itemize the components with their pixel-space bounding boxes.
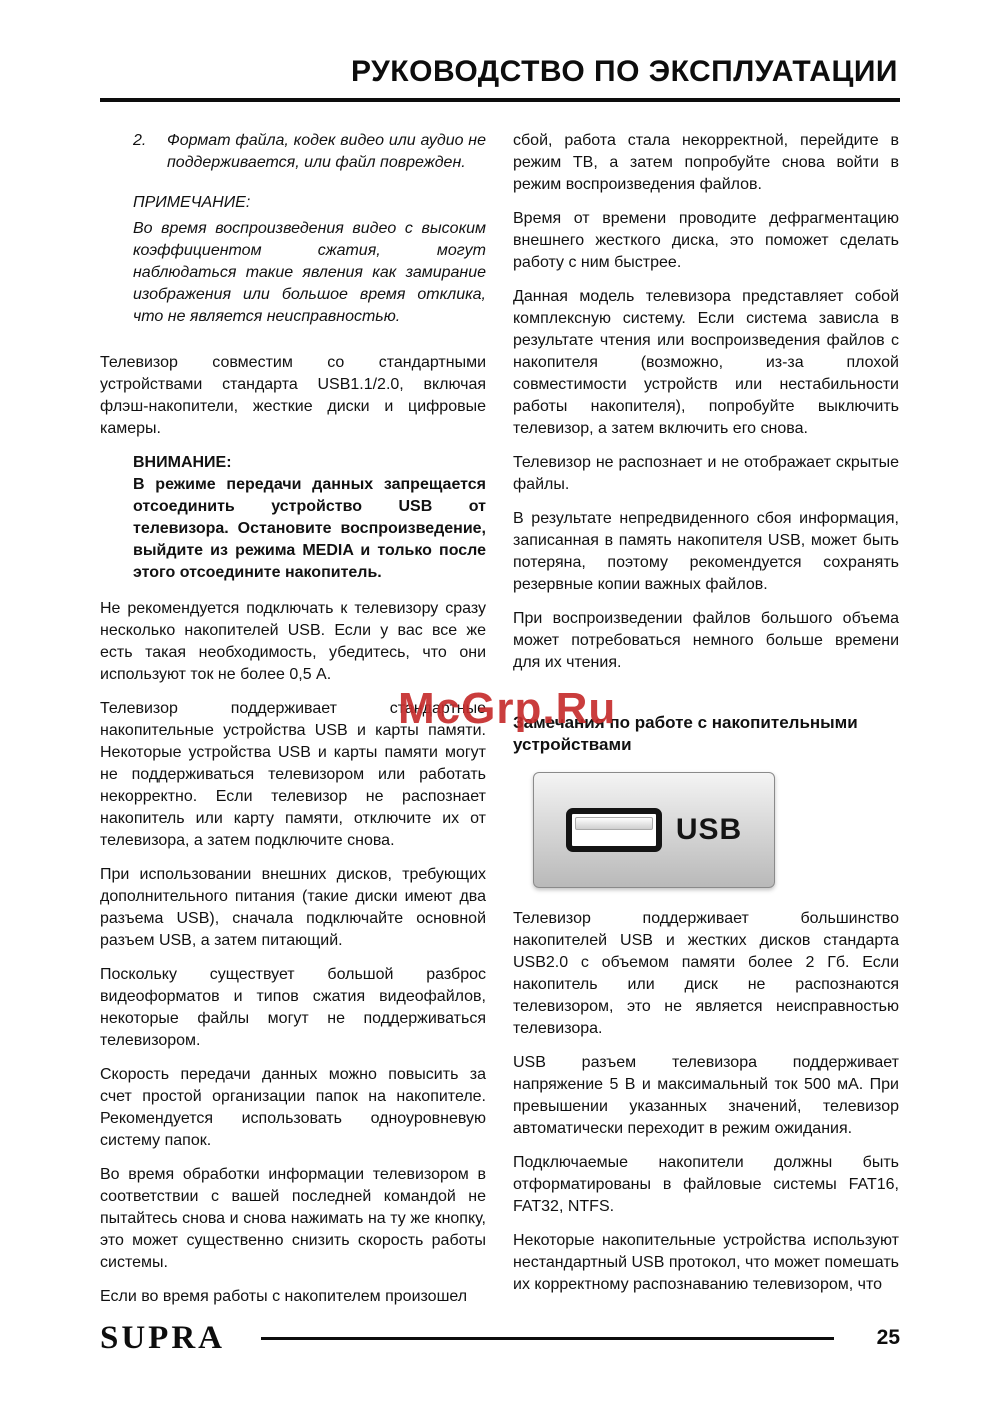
note-text: Во время воспроизведения видео с высоким коэффициентом сжатия, могут наблюдаться такие явления как замирание изображения или большое время отклика, что не является неисправностью. [133,220,486,325]
page-number: 25 [876,1326,900,1349]
page-header [100,55,900,102]
paragraph: При использовании внешних дисков, требующих дополнительного питания (такие диски имеют два разъема USB), сначала подключайте основной разъем USB, а затем питающий. [100,866,486,949]
list-item-number: 2. [133,132,147,149]
paragraph: Телевизор поддерживает большинство накопителей USB и жестких дисков стандарта USB2.0 с объемом памяти более 2 Гб. Если накопитель или диск не распознаются телевизором, это не является неисправностью телевизора. [513,910,899,1037]
two-column-body [100,130,900,1320]
note-label: ПРИМЕЧАНИЕ: [133,194,251,211]
page-title: РУКОВОДСТВО ПО ЭКСПЛУАТАЦИИ [351,55,898,88]
page-footer [100,1318,900,1358]
paragraph: Подключаемые накопители должны быть отформатированы в файловые системы FAT16, FAT32, NTFS. [513,1154,899,1215]
numbered-list-item [133,130,486,174]
paragraph: Если во время работы с накопителем произошел [100,1288,468,1305]
paragraph: сбой, работа стала некорректной, перейдите в режим ТВ, а затем попробуйте снова войти в режим воспроизведения файлов. [513,132,899,193]
section-heading: Замечания по работе с накопительными устройствами [513,713,858,754]
usb-figure-label: USB [675,813,743,846]
site-watermark: McGrp.Ru [398,684,617,733]
warning-block [133,452,486,584]
paragraph: Не рекомендуется подключать к телевизору сразу несколько накопителей USB. Если у вас все же есть такая необходимость, убедитесь, что они используют ток не более 0,5 А. [100,600,486,683]
title-rule [100,98,900,102]
usb-port-tongue [575,817,653,830]
paragraph: Телевизор поддерживает стандартные накопительные устройства USB и карты памяти. Некоторые устройства USB и карты памяти могут не поддерживаться телевизором или работать некорректно. Если телевизор не распознает накопитель или карту памяти, отключите их от телевизора, а затем подключите снова. [100,700,486,849]
usb-port-icon [566,808,662,852]
paragraph: Поскольку существует большой разброс видеоформатов и типов сжатия видеофайлов, некоторые файлы могут не поддерживаться телевизором. [100,966,486,1049]
footer-rule [261,1337,834,1340]
paragraph: В результате непредвиденного сбоя информация, записанная в память накопителя USB, может быть потеряна, поэтому рекомендуется сохранять резервные копии важных файлов. [513,510,899,593]
left-column [100,130,486,1320]
note-block [133,192,486,328]
list-item-text: Формат файла, кодек видео или аудио не поддерживается, или файл поврежден. [167,132,486,171]
right-column [513,130,899,1320]
usb-port-figure [533,772,775,888]
paragraph: USB разъем телевизора поддерживает напряжение 5 В и максимальный ток 500 мА. При превышении указанных значений, телевизор автоматически переходит в режим ожидания. [513,1054,899,1137]
paragraph: Во время обработки информации телевизором в соответствии с вашей последней командой не пытайтесь снова и снова нажимать на ту же кнопку, это может существенно снизить скорость работы системы. [100,1166,486,1271]
warning-label: ВНИМАНИЕ: [133,454,232,471]
paragraph: Телевизор совместим со стандартными устройствами стандарта USB1.1/2.0, включая флэш-накопители, жесткие диски и цифровые камеры. [100,354,486,437]
paragraph: Телевизор не распознает и не отображает скрытые файлы. [513,454,899,493]
brand-logo: SUPRA [100,1319,226,1356]
warning-text: В режиме передачи данных запрещается отсоединить устройство USB от телевизора. Остановите воспроизведение, выйдите из режима MEDIA и только после этого отсоедините накопитель. [133,476,486,581]
paragraph: Время от времени проводите дефрагментацию внешнего жесткого диска, это поможет сделать работу с ним быстрее. [513,210,899,271]
paragraph: Скорость передачи данных можно повысить за счет простой организации папок на накопителе. Рекомендуется использовать одноуровневую систему папок. [100,1066,486,1149]
paragraph: Данная модель телевизора представляет собой комплексную систему. Если система зависла в результате чтения или воспроизведения файлов с накопителя (возможно, из-за плохой совместимости устройств или нестабильности работы накопителя), попробуйте выключить телевизор, а затем включить его снова. [513,288,899,437]
paragraph: При воспроизведении файлов большого объема может потребоваться немного больше времени для их чтения. [513,610,899,671]
paragraph: Некоторые накопительные устройства используют нестандартный USB протокол, что может помешать их корректному распознаванию телевизором, что [513,1232,899,1293]
